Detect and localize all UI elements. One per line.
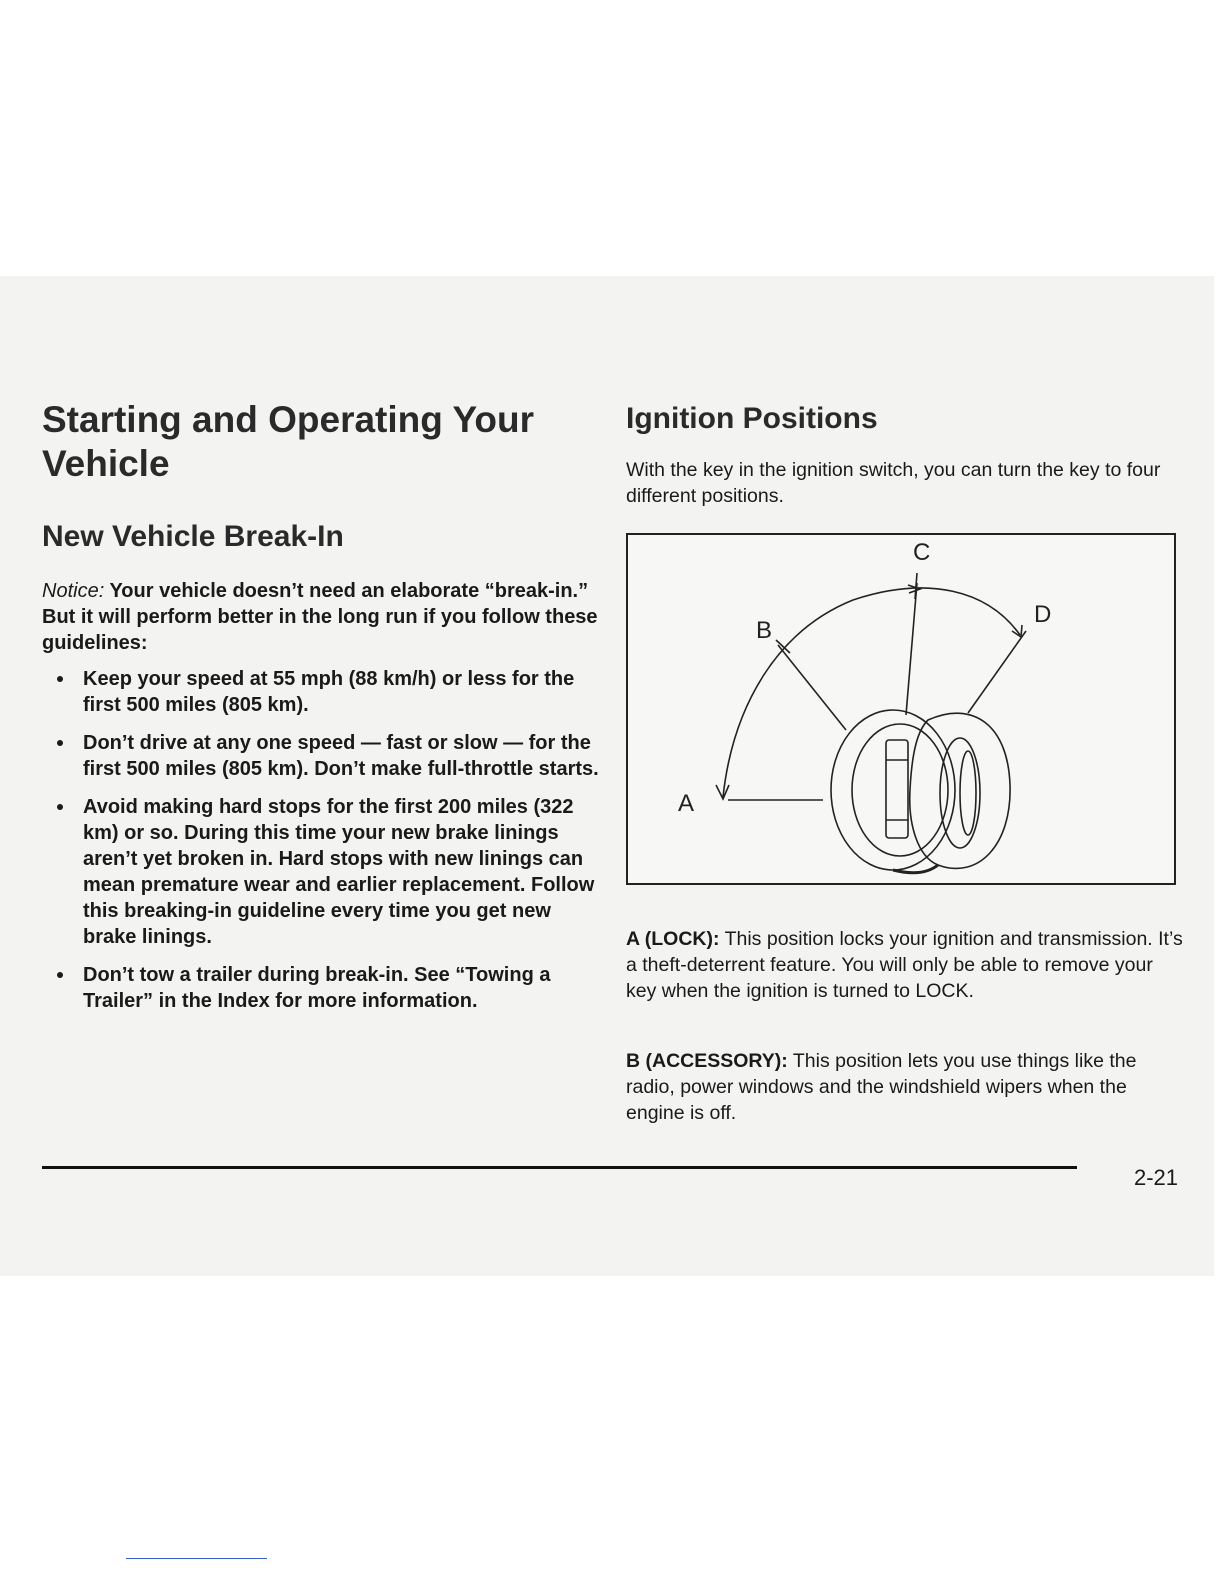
page-number: 2-21 — [1133, 1165, 1178, 1190]
ignition-diagram — [626, 533, 1176, 885]
accessory-text: This position lets you use things like the radio, power windows and the windshield wipers when the engine is off. — [626, 1050, 1137, 1124]
bullet-icon — [57, 740, 63, 746]
list-item-text: Don’t tow a trailer during break-in. See “Towing a Trailer” in the Index for more information. — [83, 964, 551, 1012]
bottom-link-underline — [126, 1558, 267, 1559]
list-item-text: Don’t drive at any one speed — fast or slow — for the first 500 miles (805 km). Don’t make full-throttle starts. — [83, 732, 599, 780]
position-label-d: D — [1034, 601, 1052, 628]
accessory-label: B (ACCESSORY): — [626, 1050, 788, 1072]
lock-text: This position locks your ignition and transmission. It’s a theft-deterrent feature. You will only be able to remove your key when the ignition is turned to LOCK. — [626, 928, 1183, 1002]
list-item — [42, 666, 602, 718]
position-label-b: B — [756, 617, 773, 644]
notice-text: Your vehicle doesn’t need an elaborate “break-in.” But it will perform better in the long run if you follow these guidelines: — [42, 580, 598, 654]
position-label-c: C — [913, 539, 931, 566]
bullet-icon — [57, 804, 63, 810]
bullet-icon — [57, 972, 63, 978]
notice-label: Notice: — [42, 580, 105, 602]
list-item — [42, 730, 602, 782]
position-label-a: A — [678, 790, 695, 817]
guideline-list — [42, 666, 602, 1026]
list-item-text: Avoid making hard stops for the first 200 miles (322 km) or so. During this time your new brake linings aren’t yet broken in. Hard stops with new linings can mean premature wear and earlier replacement. Follow this breaking-in guideline every time you get new brake linings. — [83, 796, 595, 948]
lock-description — [626, 926, 1186, 1004]
list-item — [42, 962, 602, 1014]
footer-rule — [42, 1166, 1077, 1169]
notice-paragraph — [42, 578, 602, 656]
lock-label: A (LOCK): — [626, 928, 720, 950]
list-item-text: Keep your speed at 55 mph (88 km/h) or less for the first 500 miles (805 km). — [83, 668, 575, 716]
accessory-description — [626, 1048, 1186, 1126]
section-title-break-in: New Vehicle Break-In — [42, 520, 344, 553]
bullet-icon — [57, 676, 63, 682]
ignition-switch-illustration — [628, 535, 1178, 887]
page-title: Starting and Operating Your Vehicle — [42, 399, 535, 484]
section-title-ignition: Ignition Positions — [626, 402, 878, 435]
list-item — [42, 794, 602, 950]
ignition-intro: With the key in the ignition switch, you can turn the key to four different positions. — [626, 459, 1161, 507]
